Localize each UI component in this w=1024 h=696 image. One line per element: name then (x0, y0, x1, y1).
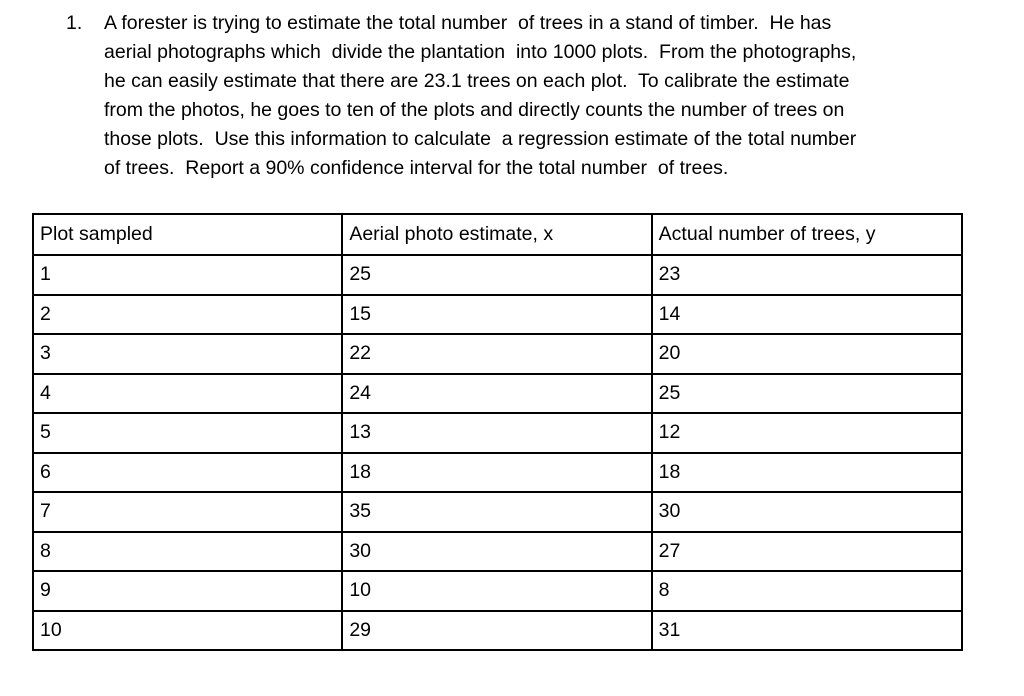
cell-aerial-x: 24 (342, 374, 651, 414)
cell-plot: 3 (33, 334, 342, 374)
cell-actual-y: 27 (652, 532, 962, 572)
cell-actual-y: 30 (652, 492, 962, 532)
cell-actual-y: 20 (652, 334, 962, 374)
cell-plot: 7 (33, 492, 342, 532)
question-line: A forester is trying to estimate the total number of trees in a stand of timber. He has (104, 12, 832, 34)
cell-actual-y: 25 (652, 374, 962, 414)
cell-aerial-x: 10 (342, 571, 651, 611)
cell-plot: 5 (33, 413, 342, 453)
cell-aerial-x: 22 (342, 334, 651, 374)
table-row (33, 571, 962, 611)
cell-plot: 8 (33, 532, 342, 572)
cell-aerial-x: 30 (342, 532, 651, 572)
table-row (33, 611, 962, 651)
cell-actual-y: 8 (652, 571, 962, 611)
header-plot-sampled: Plot sampled (33, 214, 342, 255)
cell-plot: 6 (33, 453, 342, 493)
cell-actual-y: 31 (652, 611, 962, 651)
table-row (33, 295, 962, 335)
cell-actual-y: 14 (652, 295, 962, 335)
table-row (33, 413, 962, 453)
cell-aerial-x: 15 (342, 295, 651, 335)
table-row (33, 532, 962, 572)
question-line: aerial photographs which divide the plantation into 1000 plots. From the photographs, (104, 41, 857, 63)
question-block (66, 9, 966, 183)
table-row (33, 453, 962, 493)
cell-aerial-x: 29 (342, 611, 651, 651)
cell-plot: 4 (33, 374, 342, 414)
question-line: from the photos, he goes to ten of the plots and directly counts the number of trees on (104, 99, 845, 121)
header-actual-trees: Actual number of trees, y (652, 214, 962, 255)
table-row (33, 334, 962, 374)
cell-aerial-x: 13 (342, 413, 651, 453)
header-aerial-estimate: Aerial photo estimate, x (342, 214, 651, 255)
cell-aerial-x: 35 (342, 492, 651, 532)
cell-actual-y: 23 (652, 255, 962, 295)
cell-plot: 2 (33, 295, 342, 335)
question-line: of trees. Report a 90% confidence interval for the total number of trees. (104, 157, 729, 179)
table-row (33, 374, 962, 414)
table-row (33, 492, 962, 532)
cell-actual-y: 18 (652, 453, 962, 493)
cell-plot: 1 (33, 255, 342, 295)
cell-actual-y: 12 (652, 413, 962, 453)
cell-aerial-x: 25 (342, 255, 651, 295)
question-text (104, 9, 966, 183)
question-line: those plots. Use this information to calculate a regression estimate of the total number (104, 128, 857, 150)
table-header-row (33, 214, 962, 255)
question-number: 1. (66, 12, 83, 34)
table-row (33, 255, 962, 295)
question-line: he can easily estimate that there are 23.1 trees on each plot. To calibrate the estimate (104, 70, 850, 92)
cell-plot: 9 (33, 571, 342, 611)
cell-plot: 10 (33, 611, 342, 651)
data-table (32, 213, 963, 651)
cell-aerial-x: 18 (342, 453, 651, 493)
